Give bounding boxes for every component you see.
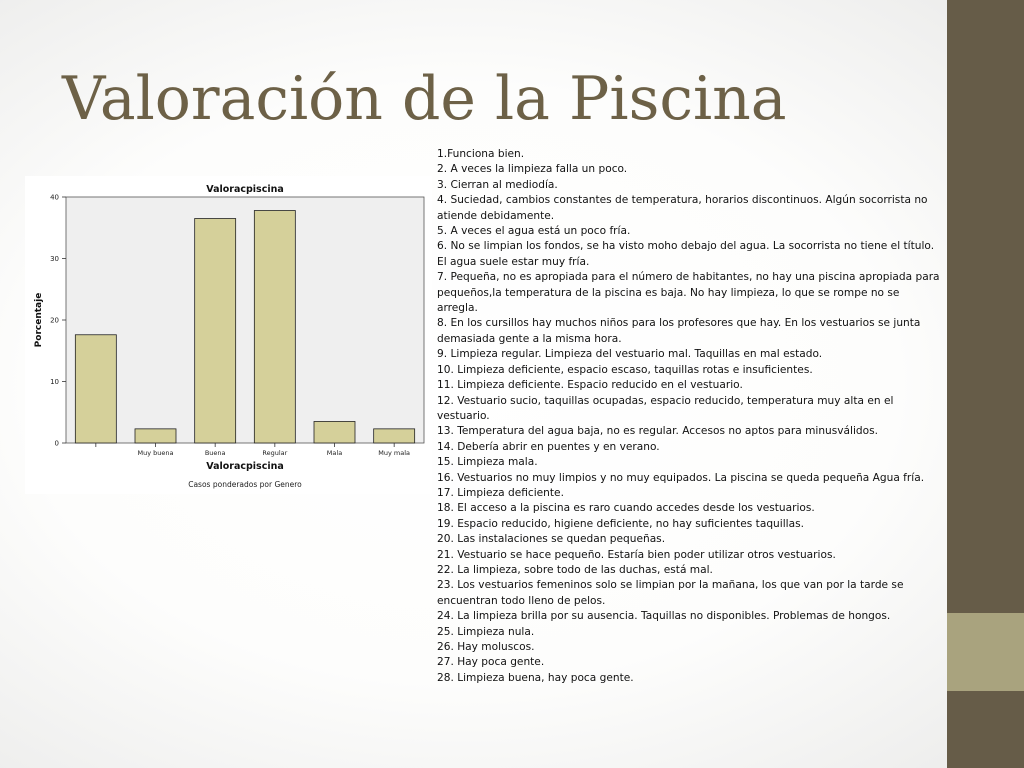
y-tick-label: 30	[50, 255, 59, 263]
bar	[374, 429, 415, 443]
comment-item: 18. El acceso a la piscina es raro cuando accedes desde los vestuarios.	[437, 502, 815, 515]
comment-item: 24. La limpieza brilla por su ausencia. Taquillas no disponibles. Problemas de hongos.	[437, 610, 891, 623]
comment-item: 23. Los vestuarios femeninos solo se limpian por la mañana, los que van por la tarde se encuentran todo lleno de pelos.	[437, 579, 904, 607]
comment-item: 10. Limpieza deficiente, espacio escaso, taquillas rotas e insuficientes.	[437, 363, 813, 376]
comment-item: 15. Limpieza mala.	[437, 456, 538, 469]
comment-item: 12. Vestuario sucio, taquillas ocupadas, espacio reducido, temperatura muy alta en el vestuario.	[437, 394, 894, 422]
x-tick-label: Regular	[262, 449, 288, 457]
comment-item: 16. Vestuarios no muy limpios y no muy equipados. La piscina se queda pequeña Agua fría.	[437, 471, 925, 484]
comment-item: 22. La limpieza, sobre todo de las duchas, está mal.	[437, 563, 713, 576]
x-tick-label: Muy mala	[378, 449, 411, 457]
comment-item: 11. Limpieza deficiente. Espacio reducido en el vestuario.	[437, 379, 743, 392]
y-tick-label: 20	[50, 316, 59, 325]
x-axis-label: Valoracpiscina	[206, 461, 284, 472]
comment-item: 25. Limpieza nula.	[437, 625, 535, 638]
y-tick-label: 0	[54, 439, 59, 448]
sidebar-accent-block	[947, 613, 1024, 691]
bar	[75, 335, 116, 443]
y-axis-label: Porcentaje	[34, 292, 44, 348]
bar	[314, 421, 355, 443]
bar	[135, 429, 176, 443]
comment-item: 5. A veces el agua está un poco fría.	[437, 225, 631, 238]
bar	[195, 219, 236, 443]
comment-item: 7. Pequeña, no es apropiada para el número de habitantes, no hay una piscina apropiada para pequeños,la temperatura de la piscina es baja. No hay limpieza, lo que se rompe no se arregla.	[437, 271, 940, 315]
comment-item: 17. Limpieza deficiente.	[437, 486, 564, 499]
comment-item: 19. Espacio reducido, higiene deficiente, no hay suficientes taquillas.	[437, 517, 804, 530]
comment-item: 1.Funciona bien.	[437, 148, 525, 160]
comment-item: 4. Suciedad, cambios constantes de temperatura, horarios discontinuos. Algún socorrista no atiende debidamente.	[437, 194, 928, 222]
comment-item: 28. Limpieza buena, hay poca gente.	[437, 671, 634, 684]
x-tick-label: Mala	[326, 449, 343, 457]
comment-item: 8. En los cursillos hay muchos niños para los profesores que hay. En los vestuarios se junta demasiada gente a la misma hora.	[437, 317, 921, 345]
bar	[254, 211, 295, 443]
slide-title: Valoración de la Piscina	[62, 64, 787, 134]
comment-item: 9. Limpieza regular. Limpieza del vestuario mal. Taquillas en mal estado.	[437, 348, 823, 361]
x-tick-label: Muy buena	[137, 449, 174, 457]
comment-item: 14. Debería abrir en puentes y en verano.	[437, 440, 660, 453]
plot-area	[66, 197, 424, 443]
comment-item: 2. A veces la limpieza falla un poco.	[437, 163, 628, 176]
x-tick-label: Buena	[204, 449, 226, 457]
y-tick-label: 10	[50, 378, 59, 386]
comment-item: 26. Hay moluscos.	[437, 641, 535, 653]
chart-footnote: Casos ponderados por Genero	[188, 480, 302, 489]
comment-item: 27. Hay poca gente.	[437, 656, 545, 669]
y-tick-label: 40	[50, 193, 59, 202]
bar-chart	[25, 176, 432, 494]
comment-item: 3. Cierran al mediodía.	[437, 178, 558, 191]
bar-chart-svg	[25, 176, 432, 494]
comment-item: 13. Temperatura del agua baja, no es regular. Accesos no aptos para minusválidos.	[437, 425, 879, 438]
comment-item: 21. Vestuario se hace pequeño. Estaría bien poder utilizar otros vestuarios.	[437, 548, 836, 561]
comment-item: 20. Las instalaciones se quedan pequeñas.	[437, 533, 666, 546]
comments-list	[437, 147, 942, 686]
comment-item: 6. No se limpian los fondos, se ha visto moho debajo del agua. La socorrista no tiene el título. El agua suele estar muy fría.	[437, 240, 935, 268]
chart-title: Valoracpiscina	[206, 184, 284, 195]
